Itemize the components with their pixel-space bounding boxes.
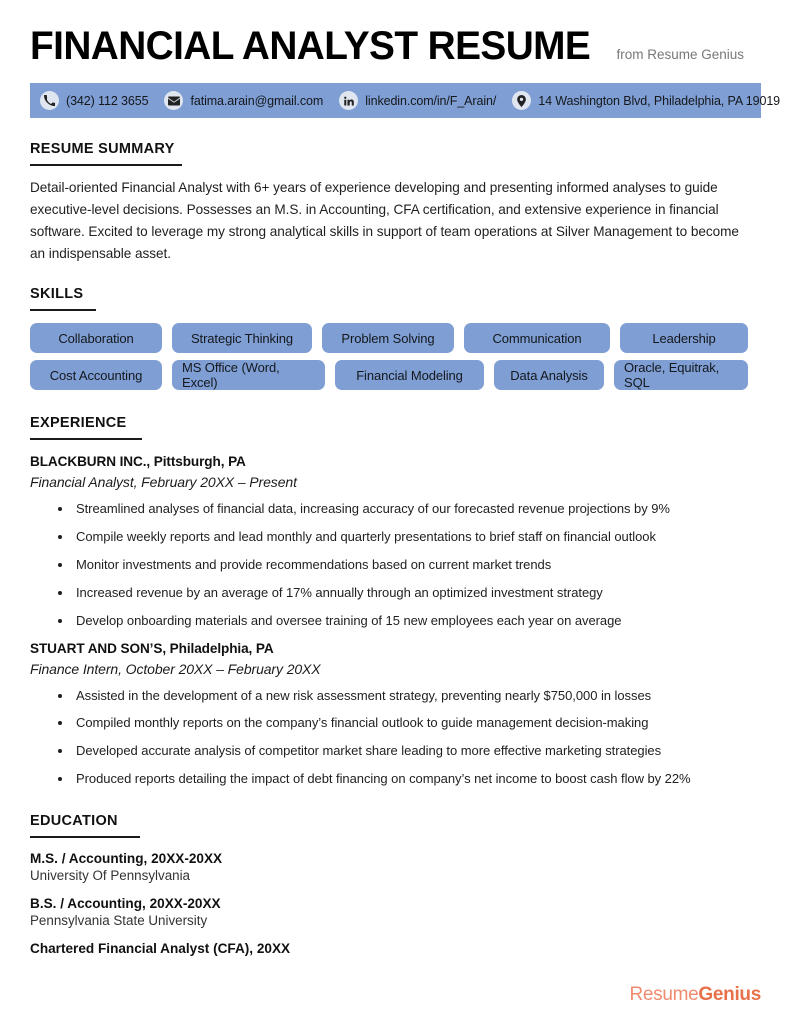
list-item: Increased revenue by an average of 17% annually through an optimized investment strategy xyxy=(30,585,761,602)
resume-genius-logo xyxy=(629,984,761,1006)
contact-item-address[interactable] xyxy=(512,91,780,110)
contact-item-phone[interactable] xyxy=(40,91,148,110)
job-company: BLACKBURN INC., Pittsburgh, PA xyxy=(30,454,246,470)
job-role: Finance Intern, October 20XX – February 20XX xyxy=(30,660,321,677)
job-company: STUART AND SON’S, Philadelphia, PA xyxy=(30,640,274,656)
skills-grid xyxy=(30,323,761,390)
contact-email-text: fatima.arain@gmail.com xyxy=(190,93,324,108)
logo-text-resume: Resume xyxy=(629,984,699,1005)
skills-row xyxy=(30,360,761,390)
list-item: Assisted in the development of a new risk assessment strategy, preventing nearly $750,000 in losses xyxy=(30,688,761,705)
skill-pill: Financial Modeling xyxy=(335,360,484,390)
section-education xyxy=(30,812,761,956)
section-title-experience: EXPERIENCE xyxy=(30,415,127,432)
skill-pill: Oracle, Equitrak, SQL xyxy=(614,360,748,390)
summary-paragraph: Detail-oriented Financial Analyst with 6+ years of experience developing and presenting informed analyses to guide executive-level decisions. Possesses an M.S. in Accounting, CFA certification, and extensive experience in financial software. Excited to leverage my strong analytical skills in support of team operations at Silver Management to become an indispensable asset. xyxy=(30,180,739,262)
section-divider xyxy=(30,836,140,838)
resume-header xyxy=(30,0,761,66)
section-title-summary: RESUME SUMMARY xyxy=(30,141,175,157)
source-label: from Resume Genius xyxy=(616,47,745,62)
skill-pill: Leadership xyxy=(620,323,748,353)
education-entry xyxy=(30,896,761,928)
section-heading-skills xyxy=(30,286,83,311)
experience-entry xyxy=(30,454,761,629)
experience-entry xyxy=(30,641,761,789)
education-entry xyxy=(30,941,761,956)
education-degree: Chartered Financial Analyst (CFA), 20XX xyxy=(30,941,291,957)
skill-pill: Communication xyxy=(464,323,610,353)
section-divider xyxy=(30,438,142,440)
section-heading-experience xyxy=(30,415,126,440)
section-heading-education xyxy=(30,813,118,838)
skill-pill: Collaboration xyxy=(30,323,162,353)
contact-bar xyxy=(30,83,781,118)
skill-pill: Cost Accounting xyxy=(30,360,162,390)
job-role: Financial Analyst, February 20XX – Present xyxy=(30,474,297,491)
section-divider xyxy=(30,164,182,166)
logo-text-genius: Genius xyxy=(698,984,761,1005)
section-title-skills: SKILLS xyxy=(30,286,84,303)
list-item: Produced reports detailing the impact of debt financing on company’s net income to boost cash flow by 22% xyxy=(30,771,761,788)
skills-row xyxy=(30,323,761,353)
email-icon xyxy=(164,91,183,110)
linkedin-icon xyxy=(339,91,358,110)
education-entry xyxy=(30,851,761,883)
job-bullets xyxy=(30,688,761,789)
list-item: Compiled monthly reports on the company’s financial outlook to guide management decision-making xyxy=(30,715,761,732)
list-item: Develop onboarding materials and oversee training of 15 new employees each year on average xyxy=(30,613,761,630)
contact-address-text: 14 Washington Blvd, Philadelphia, PA 19019 xyxy=(538,93,781,108)
job-bullets xyxy=(30,501,761,629)
contact-item-email[interactable] xyxy=(164,91,323,110)
education-degree: B.S. / Accounting, 20XX-20XX xyxy=(30,896,221,912)
list-item: Monitor investments and provide recommendations based on current market trends xyxy=(30,557,761,574)
list-item: Compile weekly reports and lead monthly and quarterly presentations to brief staff on financial outlook xyxy=(30,529,761,546)
section-title-education: EDUCATION xyxy=(30,813,118,830)
list-item: Developed accurate analysis of competitor market share leading to more effective marketing strategies xyxy=(30,743,761,760)
skill-pill: Problem Solving xyxy=(322,323,454,353)
section-resume-summary xyxy=(30,140,761,265)
section-heading-summary xyxy=(30,141,175,166)
contact-phone-text: (342) 112 3655 xyxy=(66,93,149,108)
phone-icon xyxy=(40,91,59,110)
contact-item-linkedin[interactable] xyxy=(339,91,496,110)
skill-pill: Strategic Thinking xyxy=(172,323,312,353)
list-item: Streamlined analyses of financial data, increasing accuracy of our forecasted revenue projections by 9% xyxy=(30,501,761,518)
location-icon xyxy=(512,91,531,110)
contact-linkedin-text: linkedin.com/in/F_Arain/ xyxy=(365,93,497,108)
section-divider xyxy=(30,309,96,311)
skill-pill: MS Office (Word, Excel) xyxy=(172,360,325,390)
page-title: FINANCIAL ANALYST RESUME xyxy=(30,24,591,68)
education-school: Pennsylvania State University xyxy=(30,913,208,929)
section-skills xyxy=(30,285,761,390)
section-experience xyxy=(30,414,761,788)
education-degree: M.S. / Accounting, 20XX-20XX xyxy=(30,851,223,867)
skill-pill: Data Analysis xyxy=(494,360,604,390)
education-school: University Of Pennsylvania xyxy=(30,868,191,884)
